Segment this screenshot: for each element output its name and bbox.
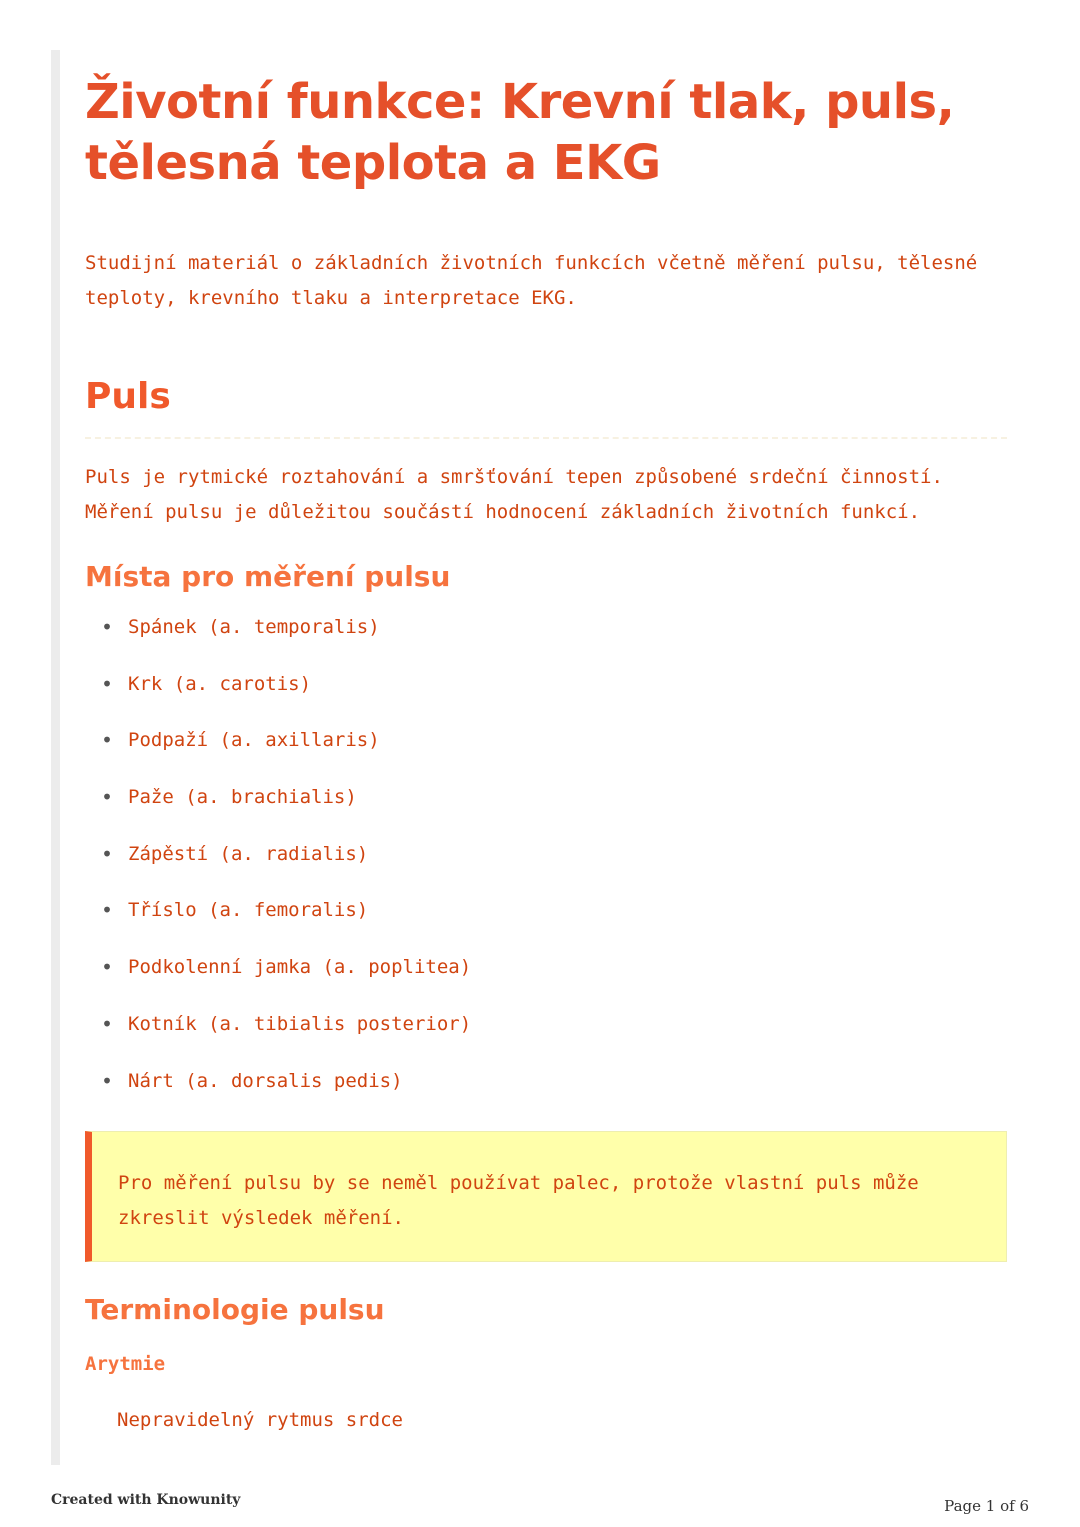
- list-item-text: Zápěstí (a. radialis): [128, 842, 369, 865]
- footer-page-number: Page 1 of 6: [944, 1497, 1029, 1515]
- list-item: [85, 1067, 1007, 1124]
- list-item-text: Kotník (a. tibialis posterior): [128, 1012, 472, 1035]
- bullet-icon: •: [101, 955, 114, 980]
- document-lead: Studijní materiál o základních životních funkcích včetně měření pulsu, tělesné teploty, krevního tlaku a interpretace EKG.: [85, 252, 978, 309]
- document-content: [85, 72, 1007, 1440]
- list-item-text: Krk (a. carotis): [128, 672, 312, 695]
- list-item-text: Nárt (a. dorsalis pedis): [128, 1069, 403, 1092]
- left-margin-rule: [51, 50, 60, 1465]
- list-item: [85, 1010, 1007, 1067]
- bullet-icon: •: [101, 841, 114, 866]
- list-item-text: Podpaží (a. axillaris): [128, 729, 380, 752]
- section-heading-puls: Puls: [85, 376, 171, 417]
- bullet-icon: •: [101, 1068, 114, 1093]
- list-item: [85, 783, 1007, 840]
- list-item: [85, 953, 1007, 1010]
- list-item-text: Paže (a. brachialis): [128, 786, 357, 809]
- document-title: Životní funkce: Krevní tlak, puls, tělesná teplota a EKG: [85, 74, 955, 191]
- callout-text: Pro měření pulsu by se neměl používat palec, protože vlastní puls může zkreslit výsledek měření.: [118, 1172, 919, 1230]
- list-item: [85, 896, 1007, 953]
- footer-created-with: Created with Knowunity: [51, 1492, 241, 1508]
- note-callout: [85, 1131, 1007, 1262]
- bullet-icon: •: [101, 1011, 114, 1036]
- bullet-icon: •: [101, 728, 114, 753]
- sites-heading: Místa pro měření pulsu: [85, 560, 451, 593]
- bullet-icon: •: [101, 785, 114, 810]
- terminology-heading: Terminologie pulsu: [85, 1293, 385, 1327]
- list-item: [85, 670, 1007, 727]
- bullet-icon: •: [101, 615, 114, 639]
- term-definition: Nepravidelný rytmus srdce: [117, 1409, 403, 1432]
- list-item: [85, 726, 1007, 783]
- list-item-text: Podkolenní jamka (a. poplitea): [128, 956, 472, 979]
- list-item-text: Spánek (a. temporalis): [128, 616, 380, 638]
- bullet-icon: •: [101, 898, 114, 923]
- term-name: Arytmie: [85, 1353, 166, 1376]
- section-divider: [85, 437, 1007, 439]
- puls-paragraph: Puls je rytmické roztahování a smršťování tepen způsobené srdeční činností. Měření pulsu je důležitou součástí hodnocení základních životních funkcí.: [85, 466, 943, 523]
- pulse-sites-list: [85, 613, 1007, 1123]
- list-item-text: Tříslo (a. femoralis): [128, 899, 369, 922]
- bullet-icon: •: [101, 671, 114, 696]
- list-item: [85, 613, 1007, 670]
- list-item: [85, 840, 1007, 897]
